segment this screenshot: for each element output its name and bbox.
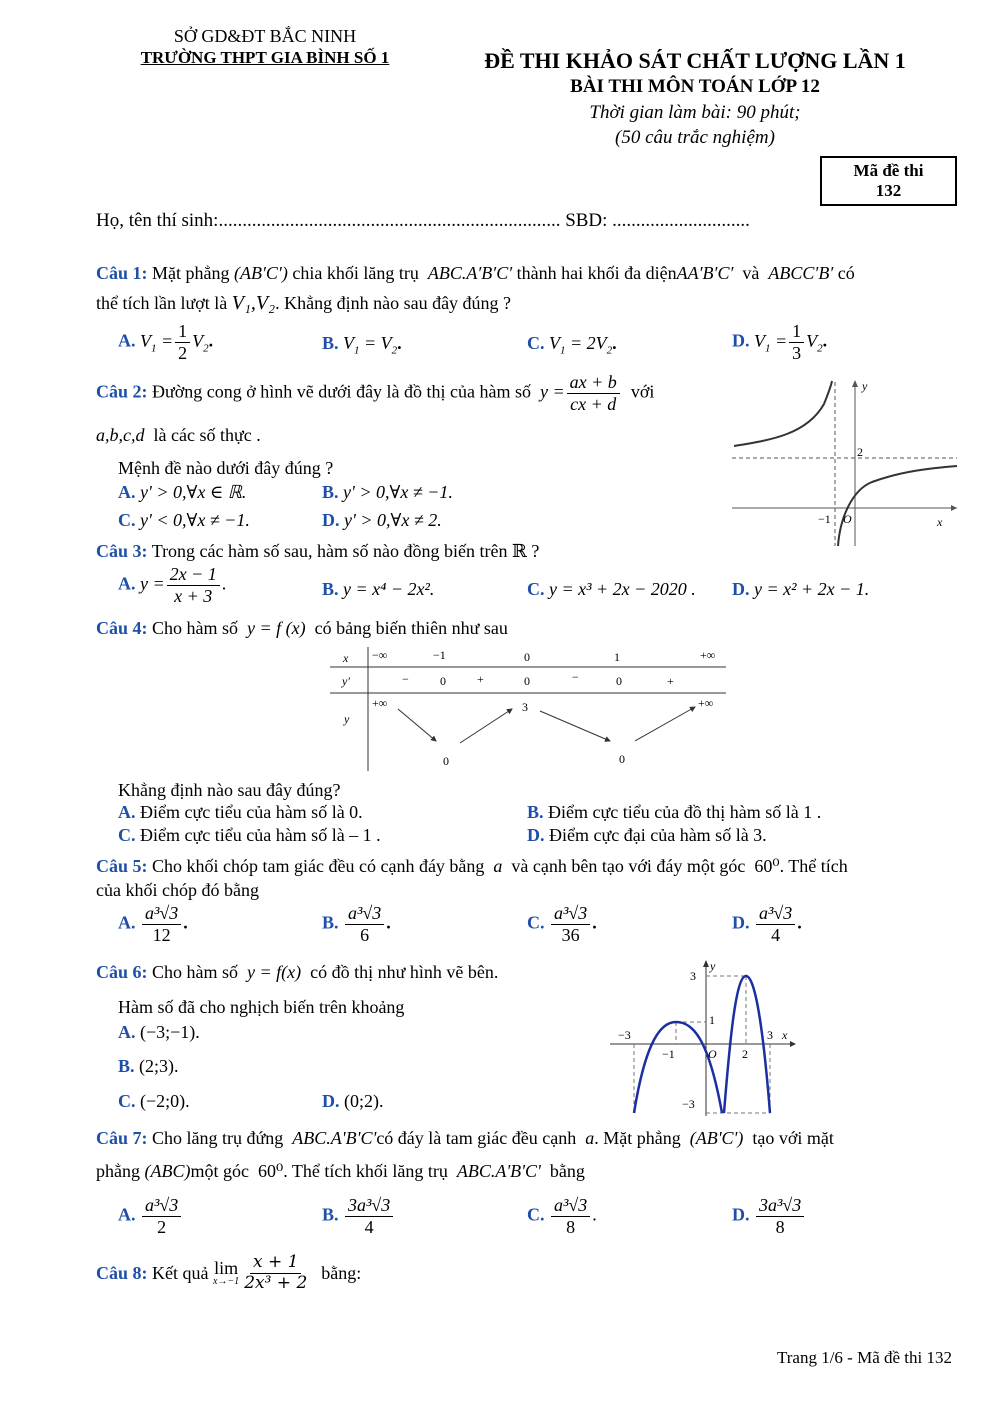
- table-sign: +: [667, 674, 674, 688]
- q6-x-label: x: [782, 1028, 788, 1042]
- question-2-label: Câu 2:: [96, 381, 148, 402]
- exam-code-box: [820, 156, 957, 206]
- table-arrow-down: [398, 709, 436, 741]
- q1-solid-1: AA′B′C′: [676, 263, 734, 283]
- q7-text: một góc: [190, 1161, 249, 1181]
- table-sign: 0: [524, 674, 530, 688]
- q4-prompt: Khẳng định nào sau đây đúng?: [118, 780, 341, 800]
- question-5-label: Câu 5:: [96, 856, 148, 876]
- page-footer: Trang 1/6 - Mã đề thi 132: [776, 1348, 952, 1367]
- option-letter: D.: [732, 330, 750, 351]
- q1-volumes: V₁,V₂: [231, 292, 276, 314]
- q6-tick-y-minus-3: −3: [682, 1097, 695, 1111]
- q1-option-c[interactable]: C. $V_1 = 2V_2$.: [527, 333, 617, 357]
- q4-text: có bảng biến thiên như sau: [314, 618, 508, 638]
- option-text: (0;2).: [344, 1091, 384, 1111]
- q5-angle: 60⁰: [754, 856, 780, 876]
- option-denominator: 2: [157, 1216, 167, 1237]
- table-y-value: 0: [619, 752, 625, 766]
- q1-text: Mặt phẳng: [152, 263, 230, 283]
- table-x-label: x: [343, 651, 349, 665]
- exam-code-label: Mã đề thi: [853, 161, 924, 180]
- option-text: y' < 0,∀x ≠ −1.: [140, 510, 250, 530]
- q6-tick-3: 3: [690, 969, 696, 983]
- table-y-value: +∞: [698, 696, 714, 710]
- q5-option-b[interactable]: B. $\frac{\text{a³√3}}{6}$ .: [322, 903, 391, 945]
- q6-text: có đồ thị như hình vẽ bên.: [310, 962, 499, 982]
- option-numerator: a³√3: [551, 1196, 590, 1217]
- q3-option-a[interactable]: A. y = $\frac{2x - 1}{x + 3}$ .: [118, 564, 227, 606]
- table-sign: +: [477, 672, 484, 686]
- q2-option-c[interactable]: C. y' < 0,∀x ≠ −1.: [118, 510, 250, 530]
- question-7-label: Câu 7:: [96, 1128, 148, 1148]
- table-sign: −: [572, 670, 579, 684]
- q2-curve-right: [838, 466, 957, 546]
- question-3-line-1: [96, 541, 539, 562]
- q7-option-b[interactable]: B. $\frac{\text{3a³√3}}{4}$: [322, 1196, 395, 1237]
- option-text: Điểm cực tiểu của hàm số là – 1 .: [140, 825, 381, 845]
- question-7-line-1: [96, 1128, 834, 1149]
- q3-option-b[interactable]: B. y = x⁴ − 2x².: [322, 579, 435, 599]
- q6-option-c[interactable]: C. (−2;0).: [118, 1091, 190, 1111]
- q7-option-a[interactable]: A. $\frac{\text{a³√3}}{2}$: [118, 1196, 183, 1237]
- table-sign: 0: [440, 674, 446, 688]
- question-5-line-1: [96, 856, 848, 877]
- q3-option-c[interactable]: C. y = x³ + 2x − 2020 .: [527, 579, 696, 599]
- q6-tick-x-3: 3: [767, 1028, 773, 1042]
- table-arrow-down: [540, 711, 610, 741]
- school-name: TRƯỜNG THPT GIA BÌNH SỐ 1: [140, 48, 390, 67]
- q7-text: có đáy là tam giác đều cạnh: [376, 1128, 577, 1148]
- option-text: y' > 0,∀x ∈ ℝ.: [140, 482, 247, 502]
- table-sign: 0: [616, 674, 622, 688]
- option-text: y = x⁴ − 2x².: [343, 579, 435, 599]
- question-6-line-1: [96, 962, 498, 983]
- q8-fraction: [241, 1254, 310, 1293]
- option-denominator: 8: [566, 1216, 576, 1237]
- q1-text: . Khẳng định nào sau đây đúng ?: [275, 293, 512, 313]
- q6-option-a[interactable]: A. (−3;−1).: [118, 1022, 200, 1042]
- q1-solid-2: ABCC′B′: [768, 263, 834, 283]
- question-1-line-2: [96, 292, 511, 315]
- table-y-value: 0: [443, 754, 449, 768]
- q7-prism: ABC.A'B'C': [292, 1128, 377, 1148]
- table-x-value: −1: [433, 648, 446, 662]
- q2-text: Đường cong ở hình vẽ dưới đây là đồ thị của hàm số: [152, 381, 532, 402]
- table-yprime-label: y′: [342, 674, 350, 688]
- table-arrow-up: [460, 709, 512, 743]
- option-text: y = x² + 2x − 1.: [754, 579, 870, 599]
- question-8-label: Câu 8:: [96, 1262, 148, 1283]
- q7-text: Cho lăng trụ đứng: [152, 1128, 284, 1148]
- question-4-line-1: [96, 618, 508, 639]
- q1-text: chia khối lăng trụ: [292, 263, 419, 283]
- q2-tick-minus-1: −1: [818, 512, 831, 526]
- question-2-line-1: Câu 2: Đường cong ở hình vẽ dưới đây là đồ thị của hàm số y = $\frac{ax + b}{cx + d}$ với: [96, 372, 655, 414]
- q1-text: có: [837, 263, 855, 283]
- question-8-line-1: [96, 1254, 361, 1293]
- option-denominator: 4: [364, 1216, 374, 1237]
- table-x-value: −∞: [372, 648, 388, 662]
- q8-limit-operator: [213, 1259, 239, 1287]
- q6-text: Cho hàm số: [152, 962, 239, 982]
- q6-option-b[interactable]: B. (2;3).: [118, 1056, 179, 1076]
- q2-y-label: y: [862, 379, 868, 393]
- option-letter: A.: [118, 330, 136, 351]
- question-4-label: Câu 4:: [96, 618, 148, 638]
- q7-option-d[interactable]: D. $\frac{\text{3a³√3}}{8}$: [732, 1196, 806, 1237]
- question-count: (50 câu trắc nghiệm): [615, 127, 775, 148]
- q7-plane-2: (ABC): [144, 1161, 191, 1181]
- q6-function: y = f(x): [247, 962, 302, 982]
- q8-text: Kết quả: [152, 1262, 209, 1283]
- department-name: SỞ GD&ĐT BẮC NINH: [173, 26, 357, 46]
- q1-text: thể tích lần lượt là: [96, 293, 228, 313]
- question-2-line-2: [96, 425, 261, 446]
- table-arrow-up: [635, 707, 695, 741]
- q2-coeffs: a,b,c,d: [96, 425, 145, 445]
- q6-tick-1: 1: [709, 1013, 715, 1027]
- q5-text: Cho khối chóp tam giác đều có cạnh đáy bằng: [152, 856, 485, 876]
- q5-text: . Thể tích: [779, 856, 848, 876]
- table-x-value: 1: [614, 650, 620, 664]
- table-sign: −: [402, 672, 409, 686]
- q4-function: y = f (x): [247, 618, 306, 638]
- q7-option-c[interactable]: C. $\frac{\text{a³√3}}{8}$ .: [527, 1195, 597, 1237]
- q6-function-graph: [610, 958, 800, 1118]
- option-text: Điểm cực tiểu của đồ thị hàm số là 1 .: [548, 802, 822, 822]
- question-3-label: Câu 3:: [96, 541, 148, 561]
- q6-origin-label: O: [708, 1047, 717, 1061]
- q6-y-label: y: [710, 959, 716, 973]
- q1-plane: (AB′C′): [234, 263, 288, 283]
- q5-text: và cạnh bên tạo với đáy một góc: [511, 856, 746, 876]
- question-7-line-2: [96, 1161, 585, 1182]
- q2-text: với: [630, 381, 655, 402]
- option-text: Điểm cực tiểu của hàm số là 0.: [140, 802, 363, 822]
- q6-tick-minus-3: −3: [618, 1028, 631, 1042]
- q8-denominator: 2x³ + 2: [244, 1272, 308, 1293]
- q1-text: thành hai khối đa diện: [516, 263, 677, 283]
- q5-option-c[interactable]: C. $\frac{\text{a³√3}}{36}$ .: [527, 903, 597, 945]
- q2-function-graph: [732, 378, 962, 548]
- q2-option-d[interactable]: D. y' > 0,∀x ≠ 2.: [322, 510, 442, 530]
- q5-var: a: [493, 856, 503, 876]
- exam-code-value: 132: [875, 181, 902, 200]
- table-x-value: +∞: [700, 648, 716, 662]
- option-numerator: 3a³√3: [756, 1196, 804, 1217]
- q7-plane: (AB'C'): [689, 1128, 744, 1148]
- q2-origin-label: O: [843, 512, 852, 526]
- q8-text: bằng:: [321, 1262, 362, 1283]
- question-6-label: Câu 6:: [96, 962, 148, 982]
- q6-prompt: Hàm số đã cho nghịch biến trên khoảng: [118, 997, 405, 1017]
- q1-option-d[interactable]: D. $V_1$ = $\frac{1}{3}$ $V_2$.: [732, 321, 828, 363]
- option-text: y' > 0,∀x ≠ −1.: [343, 482, 453, 502]
- q4-option-a[interactable]: A. Điểm cực tiểu của hàm số là 0.: [118, 802, 363, 822]
- q2-x-label: x: [937, 515, 943, 529]
- q8-lim-sub: x→−1: [213, 1276, 240, 1288]
- student-info-line: Họ, tên thí sinh:........................................................................ SBD: .............................: [96, 210, 750, 231]
- q2-curve-left: [734, 381, 832, 446]
- question-5-line-2: của khối chóp đó bằng: [96, 880, 259, 900]
- q4-variation-table: [330, 643, 730, 773]
- option-text: (2;3).: [139, 1056, 179, 1076]
- q7-text: phẳng: [96, 1161, 140, 1181]
- q7-var: a: [585, 1128, 595, 1148]
- q1-option-a[interactable]: A. $V_1$ = $\frac{1}{2}$ $V_2$.: [118, 321, 214, 363]
- q8-numerator: x + 1: [250, 1254, 301, 1274]
- q6-curve-left-arch: [634, 1022, 722, 1113]
- q4-text: Cho hàm số: [152, 618, 239, 638]
- table-y-value: +∞: [372, 696, 388, 710]
- option-denominator: 8: [775, 1216, 785, 1237]
- option-denominator: 12: [152, 924, 171, 945]
- q7-text: . Mặt phẳng: [594, 1128, 681, 1148]
- option-text: y = x³ + 2x − 2020 .: [549, 579, 696, 599]
- q7-angle: 60⁰: [257, 1161, 284, 1181]
- q2-option-b[interactable]: B. y' > 0,∀x ≠ −1.: [322, 482, 453, 502]
- q5-option-a[interactable]: A. $\frac{\text{a³√3}}{12}$ .: [118, 903, 188, 945]
- option-denominator: 4: [771, 924, 781, 945]
- q7-prism: ABC.A'B'C': [456, 1161, 541, 1181]
- q2-option-a[interactable]: A. y' > 0,∀x ∈ ℝ.: [118, 482, 247, 502]
- option-numerator: a³√3: [142, 1196, 181, 1217]
- q3-text: Trong các hàm số sau, hàm số nào đồng biến trên ℝ ?: [151, 541, 540, 561]
- table-x-value: 0: [524, 650, 530, 664]
- option-numerator: 3a³√3: [345, 1196, 393, 1217]
- q4-option-c[interactable]: C. Điểm cực tiểu của hàm số là – 1 .: [118, 825, 381, 845]
- exam-duration: Thời gian làm bài: 90 phút;: [589, 102, 801, 123]
- q4-option-b[interactable]: B. Điểm cực tiểu của đồ thị hàm số là 1 .: [527, 802, 822, 822]
- q2-text: là các số thực .: [153, 425, 261, 445]
- option-text: (−3;−1).: [140, 1022, 200, 1042]
- q1-text: và: [742, 263, 760, 283]
- exam-subject: BÀI THI MÔN TOÁN LỚP 12: [570, 76, 820, 97]
- q2-tick-2: 2: [857, 445, 863, 459]
- exam-title: ĐỀ THI KHẢO SÁT CHẤT LƯỢNG LẦN 1: [484, 48, 906, 73]
- option-denominator: 36: [561, 924, 580, 945]
- q7-text: . Thể tích khối lăng trụ: [283, 1161, 448, 1181]
- q5-option-d[interactable]: D. $\frac{\text{a³√3}}{4}$ .: [732, 903, 802, 945]
- table-y-value: 3: [522, 700, 528, 714]
- option-text: (−2;0).: [140, 1091, 190, 1111]
- q6-tick-2: 2: [742, 1047, 748, 1061]
- q6-tick-minus-1: −1: [662, 1047, 675, 1061]
- option-denominator: 6: [360, 924, 370, 945]
- q4-option-d[interactable]: D. Điểm cực đại của hàm số là 3.: [527, 825, 767, 845]
- q8-lim: lim: [214, 1258, 239, 1279]
- option-text: y' > 0,∀x ≠ 2.: [344, 510, 442, 530]
- q7-text: bằng: [549, 1161, 585, 1181]
- q6-option-d[interactable]: D. (0;2).: [322, 1091, 384, 1111]
- option-text: Điểm cực đại của hàm số là 3.: [549, 825, 767, 845]
- question-1-label: Câu 1:: [96, 263, 148, 283]
- q1-option-b[interactable]: B. $V_1 = V_2$.: [322, 333, 402, 357]
- q3-option-d[interactable]: D. y = x² + 2x − 1.: [732, 579, 870, 599]
- table-y-label: y: [344, 712, 350, 726]
- option-letter: C.: [527, 333, 545, 353]
- q2-prompt: Mệnh đề nào dưới đây đúng ?: [118, 458, 334, 478]
- option-letter: B.: [322, 333, 339, 353]
- question-1-line-1: [96, 263, 855, 284]
- q1-prism: ABC.A′B′C′: [427, 263, 513, 283]
- q7-text: tạo với mặt: [752, 1128, 834, 1148]
